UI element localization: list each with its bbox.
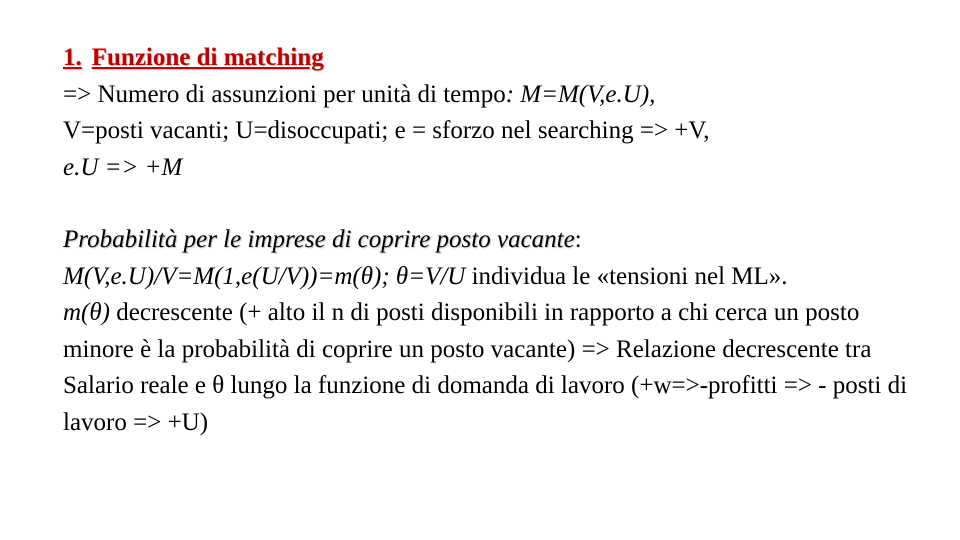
matching-colon: :: [505, 80, 515, 108]
matching-definition: [63, 77, 933, 187]
probability-formula-rest: individua le «tensioni nel ML».: [465, 262, 788, 290]
matching-line-prefix: => Numero di assunzioni per unità di tempo: [63, 80, 506, 108]
matching-variables: V=posti vacanti; U=disoccupati; e = sforzo nel searching => +V,: [63, 117, 710, 144]
m-theta-description: decrescente (+ alto il n di posti disponibili in rapporto a chi cerca un posto minore è la probabilità di coprire un posto vacante): [63, 299, 860, 363]
probability-heading: Probabilità per le imprese di coprire posto vacante: [63, 226, 575, 253]
probability-formula: M(V,e.U)/V=M(1,e(U/V))=m(θ); θ=V/U: [63, 262, 466, 290]
m-theta: m(θ): [63, 299, 110, 326]
matching-formula: M=M(V,e.U),: [514, 80, 656, 108]
wage-relation: => Relazione decrescente tra Salario reale e θ lungo la funzione di domanda di lavoro (+w=>-profitti => - posti di lavoro => +U): [63, 335, 908, 436]
probability-colon: :: [574, 226, 582, 253]
spacer: [63, 186, 933, 222]
matching-effort: e.U => +M: [63, 153, 183, 181]
probability-block: [63, 222, 933, 441]
section-title: Funzione di matching: [91, 44, 324, 71]
section-number: 1.: [63, 44, 82, 71]
slide-content: [63, 40, 933, 441]
section-heading: [63, 40, 933, 77]
